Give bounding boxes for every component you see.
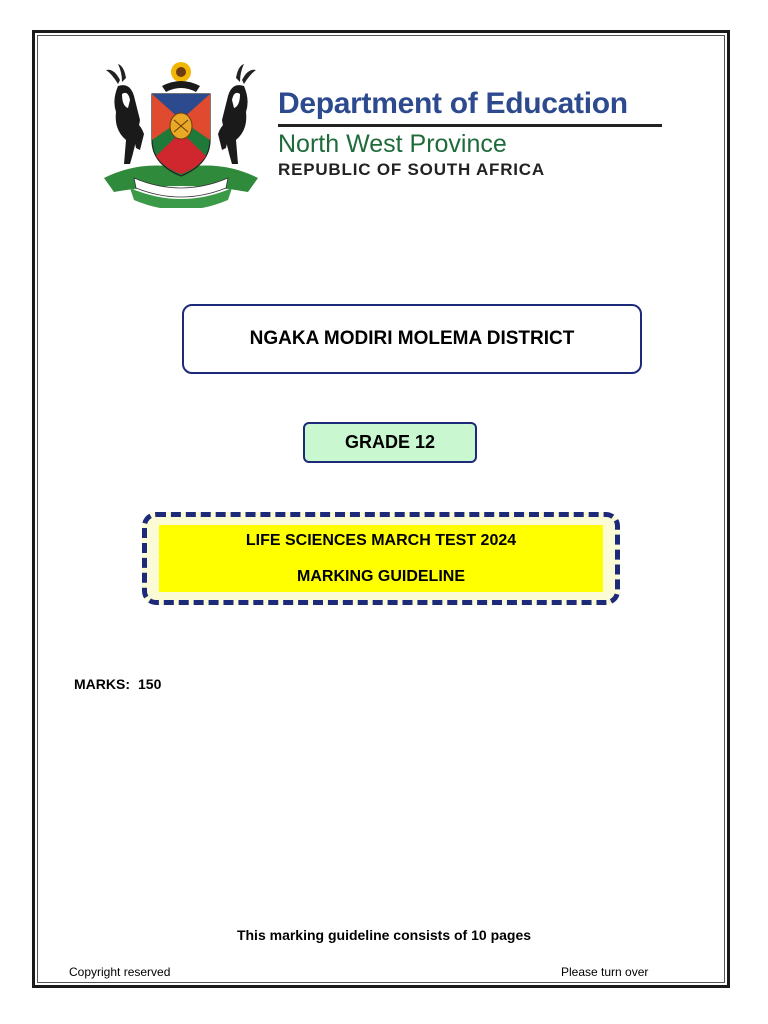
footer-copyright: Copyright reserved — [69, 965, 171, 979]
district-name: NGAKA MODIRI MOLEMA DISTRICT — [249, 328, 575, 349]
footer-turn-over: Please turn over — [561, 965, 649, 979]
coat-of-arms-icon — [100, 60, 262, 208]
country-name: REPUBLIC OF SOUTH AFRICA — [278, 160, 545, 179]
district-box — [182, 304, 642, 374]
header-divider — [278, 124, 662, 127]
test-title-panel — [159, 525, 603, 592]
marks-label: MARKS: — [74, 676, 130, 692]
grade-label: GRADE 12 — [344, 432, 436, 452]
test-title: LIFE SCIENCES MARCH TEST 2024 — [245, 531, 517, 549]
province-name: North West Province — [278, 130, 507, 158]
marks-value: 150 — [138, 676, 162, 692]
department-title: Department of Education — [278, 87, 628, 120]
test-subtitle: MARKING GUIDELINE — [297, 567, 465, 585]
grade-box — [303, 422, 477, 463]
test-title-box — [142, 512, 620, 605]
marks-line — [74, 676, 161, 692]
department-header — [278, 86, 668, 181]
pages-note: This marking guideline consists of 10 pages — [236, 927, 532, 943]
